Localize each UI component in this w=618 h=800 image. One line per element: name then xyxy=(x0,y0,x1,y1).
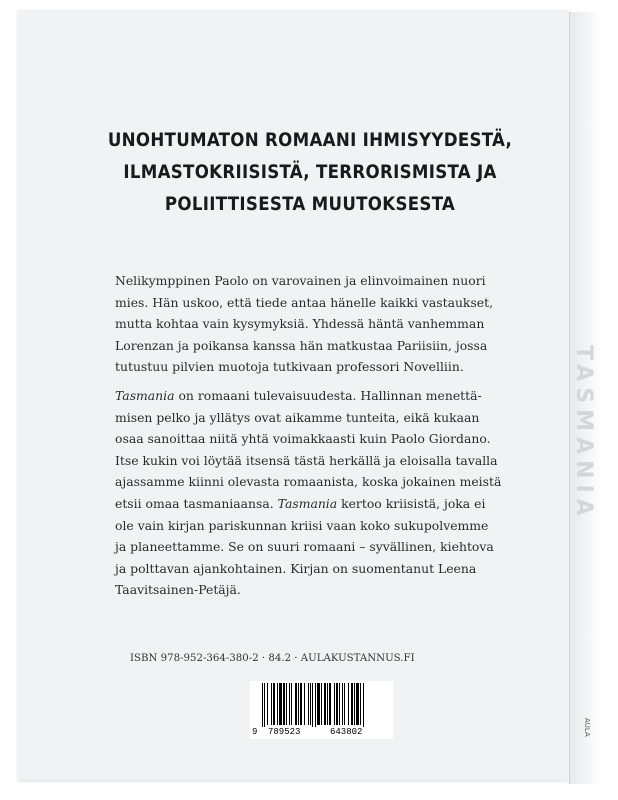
spine-publisher: AULA xyxy=(583,718,591,737)
barcode-bar xyxy=(264,683,265,727)
barcode-bar xyxy=(356,683,359,725)
barcode-bar xyxy=(304,683,305,725)
barcode-bar xyxy=(317,683,320,725)
barcode-bars xyxy=(250,681,393,727)
blurb-line: Taavitsainen-Petäjä. xyxy=(115,582,241,598)
barcode-bar xyxy=(327,683,328,725)
isbn-info-line: ISBN 978-952-364-380-2 · 84.2 · AULAKUSTANNUS.FI xyxy=(130,653,415,664)
headline-line: POLIITTISESTA MUUTOKSESTA xyxy=(164,194,456,215)
blurb-line: mies. Hän uskoo, että tiede antaa hänelle kaikki vastaukset, xyxy=(115,294,494,310)
barcode-bar xyxy=(329,683,331,725)
headline-line: UNOHTUMATON ROMAANI IHMISYYDESTÄ, xyxy=(107,130,513,151)
blurb-line: ajassamme kiinni olevasta romaanista, koska jokainen meistä xyxy=(115,474,502,490)
barcode-bar xyxy=(298,683,299,725)
barcode-bar xyxy=(262,683,263,727)
blurb-line: osaa sanoittaa niitä yhtä voimakkaasti kuin Paolo Giordano. xyxy=(115,431,491,447)
blurb-line xyxy=(115,385,515,407)
barcode-bar xyxy=(348,683,349,725)
barcode-bar xyxy=(334,683,335,725)
barcode-bar xyxy=(315,683,316,727)
barcode-digits-left: 789523 xyxy=(268,727,301,737)
barcode-bar xyxy=(344,683,345,725)
barcode-bar xyxy=(321,683,322,725)
barcode-bar xyxy=(271,683,272,725)
blurb-line: ja planeettamme. Se on suuri romaani – syvällinen, kiehtova xyxy=(115,539,494,555)
barcode-bar xyxy=(351,683,353,725)
blurb-line-text: on romaani tulevaisuudesta. Hallinnan menettä- xyxy=(174,388,482,403)
barcode-bar xyxy=(336,683,338,725)
blurb-line: tutustuu pilvien muotoja tutkivaan professori Novelliin. xyxy=(115,359,464,375)
barcode-bar xyxy=(279,683,282,725)
back-cover-headline xyxy=(80,125,540,221)
blurb-line: ole vain kirjan pariskunnan kriisi vaan koko sukupolvemme xyxy=(115,517,489,533)
blurb-line xyxy=(115,493,515,515)
barcode-bar xyxy=(283,683,285,725)
barcode-bar xyxy=(360,683,361,725)
barcode-bar xyxy=(300,683,302,725)
barcode-bar xyxy=(363,683,364,727)
blurb-line: Nelikymppinen Paolo on varovainen ja elinvoimainen nuori xyxy=(115,273,486,288)
spine-title: TASMANIA xyxy=(571,345,596,522)
blurb-paragraph-2 xyxy=(115,385,515,601)
blurb-line: Itse kukin voi löytää itsensä tästä herkällä ja eloisalla tavalla xyxy=(115,452,498,468)
blurb-line: Lorenzan ja poikansa kanssa hän matkustaa Pariisiin, jossa xyxy=(115,337,488,353)
blurb-line: ja polttavan ajankohtainen. Kirjan on suomentanut Leena xyxy=(115,560,477,576)
blurb-line-text: kertoo kriisistä, joka ei xyxy=(337,495,486,511)
headline-line: ILMASTOKRIISISTÄ, TERRORISMISTA JA xyxy=(123,162,497,183)
blurb-line: mutta kohtaa vain kysymyksiä. Yhdessä häntä vanhemman xyxy=(115,316,485,332)
barcode-bar xyxy=(289,683,290,725)
barcode-bar xyxy=(354,683,355,725)
blurb-line-text: etsii omaa tasmaniaansa. xyxy=(115,495,278,511)
barcode-bar xyxy=(310,683,311,725)
barcode-bar xyxy=(312,683,313,727)
barcode-bar xyxy=(339,683,340,725)
book-title-italic: Tasmania xyxy=(115,388,175,403)
barcode-bar xyxy=(291,683,292,725)
barcode-bar xyxy=(267,683,268,725)
barcode-bar xyxy=(277,683,278,725)
barcode-bar xyxy=(295,683,297,725)
barcode-bar xyxy=(342,683,343,725)
blurb-line: misen pelko ja yllätys ovat aikamme tunteita, eikä kukaan xyxy=(115,409,480,425)
blurb-paragraph-1 xyxy=(115,270,515,378)
barcode-bar xyxy=(286,683,287,725)
barcode-bar xyxy=(308,683,309,725)
barcode-digit-first: 9 xyxy=(252,727,258,737)
barcode-bar xyxy=(273,683,275,725)
book-title-italic: Tasmania xyxy=(277,495,338,511)
barcode-bar xyxy=(324,683,326,725)
isbn-barcode xyxy=(250,681,393,739)
barcode-digits-right: 643802 xyxy=(330,727,363,737)
